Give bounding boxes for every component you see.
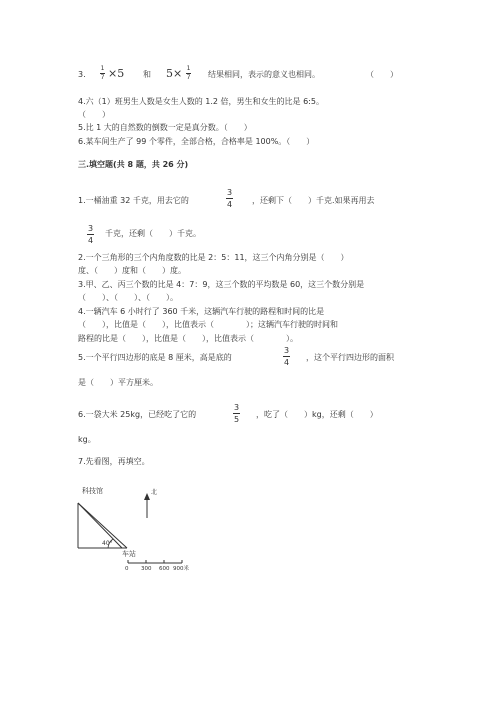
diagonal-route-line-2: [78, 503, 122, 548]
fill-q1-fraction-2-numerator: 3: [87, 224, 94, 233]
judge-q3-fraction-2-denominator: 7: [186, 74, 191, 81]
fill-q1-fraction-denominator: 4: [226, 200, 233, 209]
map-figure: [70, 478, 210, 578]
fill-q5-fraction: [283, 346, 290, 367]
fill-q1-text-b: ，还剩下（ ）千克.如果再用去: [252, 196, 375, 205]
fill-q2-line1: 2.一个三角形的三个内角度数的比是 2：5：11，这三个内角分别是（ ）: [78, 253, 349, 262]
figure-station: 车站: [122, 550, 136, 558]
fill-q5-text-b: ，这个平行四边形的面积: [306, 353, 394, 362]
fill-q6-text-b: ，吃了（ ）kg，还剩（ ）: [256, 410, 378, 419]
section-title: 三.填空题(共 8 题，共 26 分): [78, 160, 189, 169]
judge-q6: 6.某车间生产了 99 个零件，全部合格，合格率是 100%。（ ）: [78, 137, 315, 146]
fill-q6-line2: kg。: [78, 435, 96, 444]
fill-q5-fraction-denominator: 4: [283, 358, 290, 367]
judge-q3-text: 结果相同，表示的意义也相同。: [208, 70, 320, 79]
fill-q1-fraction-2-denominator: 4: [87, 236, 94, 245]
fill-q6-fraction-numerator: 3: [233, 403, 240, 412]
north-arrowhead-icon: [144, 493, 150, 500]
figure-angle: 40°: [102, 540, 113, 547]
judge-q3-fraction-1-numerator: 1: [100, 65, 105, 72]
judge-q3-and: 和: [143, 70, 151, 79]
judge-q3-fraction-2: [186, 66, 191, 81]
fill-q4-line3: 路程的比是（ ），比值是（ ），比值表示（ ）。: [78, 334, 298, 343]
fill-q2-line2: 度、（ ）度和（ ）度。: [78, 266, 186, 275]
fill-q1-text-c: 千克，还剩（ ）千克。: [105, 229, 201, 238]
fill-q4-line2: （ ），比值是（ ），比值表示（ ）；这辆汽车行驶的时间和: [78, 320, 338, 329]
judge-q4-line1: 4.六（1）班男生人数是女生人数的 1.2 倍，男生和女生的比是 6:5。: [78, 97, 324, 106]
fill-q6-fraction-denominator: 5: [233, 415, 240, 424]
judge-q5: 5.比 1 大的自然数的倒数一定是真分数。（ ）: [78, 123, 252, 132]
fill-q1-fraction: [226, 188, 233, 209]
fill-q5-fraction-numerator: 3: [283, 346, 290, 355]
judge-q3-times-five: ×5: [108, 67, 125, 80]
fill-q1-fraction-numerator: 3: [226, 188, 233, 197]
judge-q3-fraction-1-denominator: 7: [100, 74, 105, 81]
fill-q6-text-a: 6.一袋大米 25kg，已经吃了它的: [78, 410, 197, 419]
judge-q3-five-times: 5×: [166, 67, 183, 80]
judge-q3-fraction-1: [100, 66, 105, 81]
fill-q1-fraction-2: [87, 224, 94, 245]
fill-q5-text-a: 5.一个平行四边形的底是 8 厘米，高是底的: [78, 353, 232, 362]
judge-q3-number: 3.: [78, 70, 86, 79]
fill-q3-line1: 3.甲、乙、丙三个数的比是 4：7：9，这三个数的平均数是 60，这三个数分别是: [78, 280, 365, 289]
figure-label-top: 科技馆: [82, 487, 103, 495]
figure-north: 北: [151, 489, 158, 496]
fill-q5-line2: 是（ ）平方厘米。: [78, 378, 158, 387]
scale-label-3: 900米: [173, 566, 189, 572]
scale-label-0: 0: [125, 566, 129, 572]
judge-q3-fraction-2-numerator: 1: [186, 65, 191, 72]
fill-q7: 7.先看图，再填空。: [78, 457, 150, 466]
judge-q3-answer-blank[interactable]: （ ）: [366, 70, 398, 79]
scale-label-2: 600: [159, 566, 170, 572]
fill-q1-text-a: 1.一桶油重 32 千克，用去它的: [78, 196, 189, 205]
judge-q4-answer-blank[interactable]: （ ）: [78, 110, 110, 119]
fill-q4-line1: 4.一辆汽车 6 小时行了 360 千米，这辆汽车行驶的路程和时间的比是: [78, 307, 325, 316]
fill-q6-fraction: [233, 403, 240, 424]
scale-label-1: 300: [141, 566, 152, 572]
fill-q3-line2: （ ）、（ ）、（ ）。: [78, 293, 178, 302]
